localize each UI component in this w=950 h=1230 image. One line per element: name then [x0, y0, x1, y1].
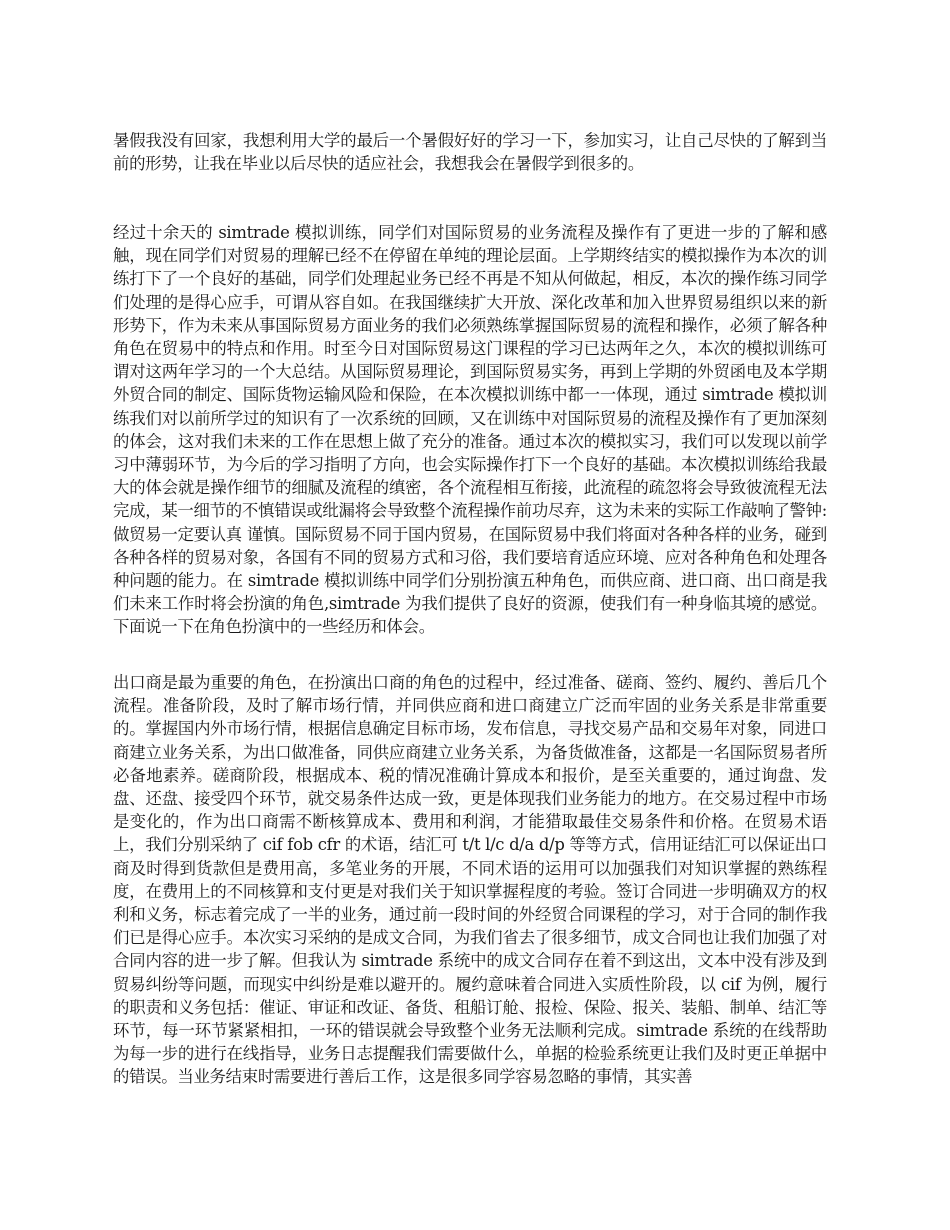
paragraph-simtrade-summary: 经过十余天的 simtrade 模拟训练，同学们对国际贸易的业务流程及操作有了更进一步的了解和感触，现在同学们对贸易的理解已经不在停留在单纯的理论层面。上学期终结实的模拟操作为本次的训练打下了一个良好的基础，同学们处理起业务已经不再是不知从何做起，相反，本次的操作练习同学们处理的是得心应手，可谓从容自如。在我国继续扩大开放、深化改革和加入世界贸易组织以来的新形势下，作为未来从事国际贸易方面业务的我们必须熟练掌握国际贸易的流程和操作，必须了解各种角色在贸易中的特点和作用。时至今日对国际贸易这门课程的学习已达两年之久，本次的模拟训练可谓对这两年学习的一个大总结。从国际贸易理论，到国际贸易实务，再到上学期的外贸函电及本学期外贸合同的制定、国际货物运输风险和保险，在本次模拟训练中都一一体现，通过 simtrade 模拟训练我们对以前所学过的知识有了一次系统的回顾，又在训练中对国际贸易的流程及操作有了更加深刻的体会，这对我们未来的工作在思想上做了充分的准备。通过本次的模拟实习，我们可以发现以前学习中薄弱环节，为今后的学习指明了方向，也会实际操作打下一个良好的基础。本次模拟训练给我最大的体会就是操作细节的细腻及流程的缜密，各个流程相互衔接，此流程的疏忽将会导致彼流程无法完成，某一细节的不慎错误或纰漏将会导致整个流程操作前功尽弃，这为未来的实际工作敲响了警钟:做贸易一定要认真 谨慎。国际贸易不同于国内贸易，在国际贸易中我们将面对各种各样的业务，碰到各种各样的贸易对象，各国有不同的贸易方式和习俗，我们要培育适应环境、应对各种角色和处理各种问题的能力。在 simtrade 模拟训练中同学们分别扮演五种角色，而供应商、进口商、出口商是我们未来工作时将会扮演的角色,simtrade 为我们提供了良好的资源，使我们有一种身临其境的感觉。下面说一下在角色扮演中的一些经历和体会。: [113, 223, 827, 637]
paragraph-intro: 暑假我没有回家，我想利用大学的最后一个暑假好好的学习一下，参加实习，让自己尽快的了解到当前的形势，让我在毕业以后尽快的适应社会，我想我会在暑假学到很多的。: [113, 131, 827, 174]
paragraph-exporter-role: 出口商是最为重要的角色，在扮演出口商的角色的过程中，经过准备、磋商、签约、履约、善后几个流程。准备阶段，及时了解市场行情，并同供应商和进口商建立广泛而牢固的业务关系是非常重要的。掌握国内外市场行情，根据信息确定目标市场，发布信息，寻找交易产品和交易年对象，同进口商建立业务关系，为出口做准备，同供应商建立业务关系，为备货做准备，这都是一名国际贸易者所必备地素养。磋商阶段，根据成本、税的情况准确计算成本和报价，是至关重要的，通过询盘、发盘、还盘、接受四个环节，就交易条件达成一致，更是体现我们业务能力的地方。在交易过程中市场是变化的，作为出口商需不断核算成本、费用和利润，才能猎取最佳交易条件和价格。在贸易术语上，我们分别采纳了 cif fob cfr 的术语，结汇可 t/t l/c d/a d/p 等等方式，信用证结汇可以保证出口商及时得到货款但是费用高，多笔业务的开展，不同术语的运用可以加强我们对知识掌握的熟练程度，在费用上的不同核算和支付更是对我们关于知识掌握程度的考验。签订合同进一步明确双方的权利和义务，标志着完成了一半的业务，通过前一段时间的外经贸合同课程的学习，对于合同的制作我们已是得心应手。本次实习采纳的是成文合同，为我们省去了很多细节，成文合同也让我们加强了对合同内容的进一步了解。但我认为 simtrade 系统中的成文合同存在着不到这出，文本中没有涉及到贸易纠纷等问题，而现实中纠纷是难以避开的。履约意味着合同进入实质性阶段，以 cif 为例，履行的职责和义务包括：催证、审证和改证、备货、租船订舱、报检、保险、报关、装船、制单、结汇等环节，每一环节紧紧相扣，一环的错误就会导致整个业务无法顺利完成。simtrade 系统的在线帮助为每一步的进行在线指导，业务日志提醒我们需要做什么，单据的检验系统更让我们及时更正单据中的错误。当业务结束时需要进行善后工作，这是很多同学容易忽略的事情，其实善: [113, 673, 827, 1087]
